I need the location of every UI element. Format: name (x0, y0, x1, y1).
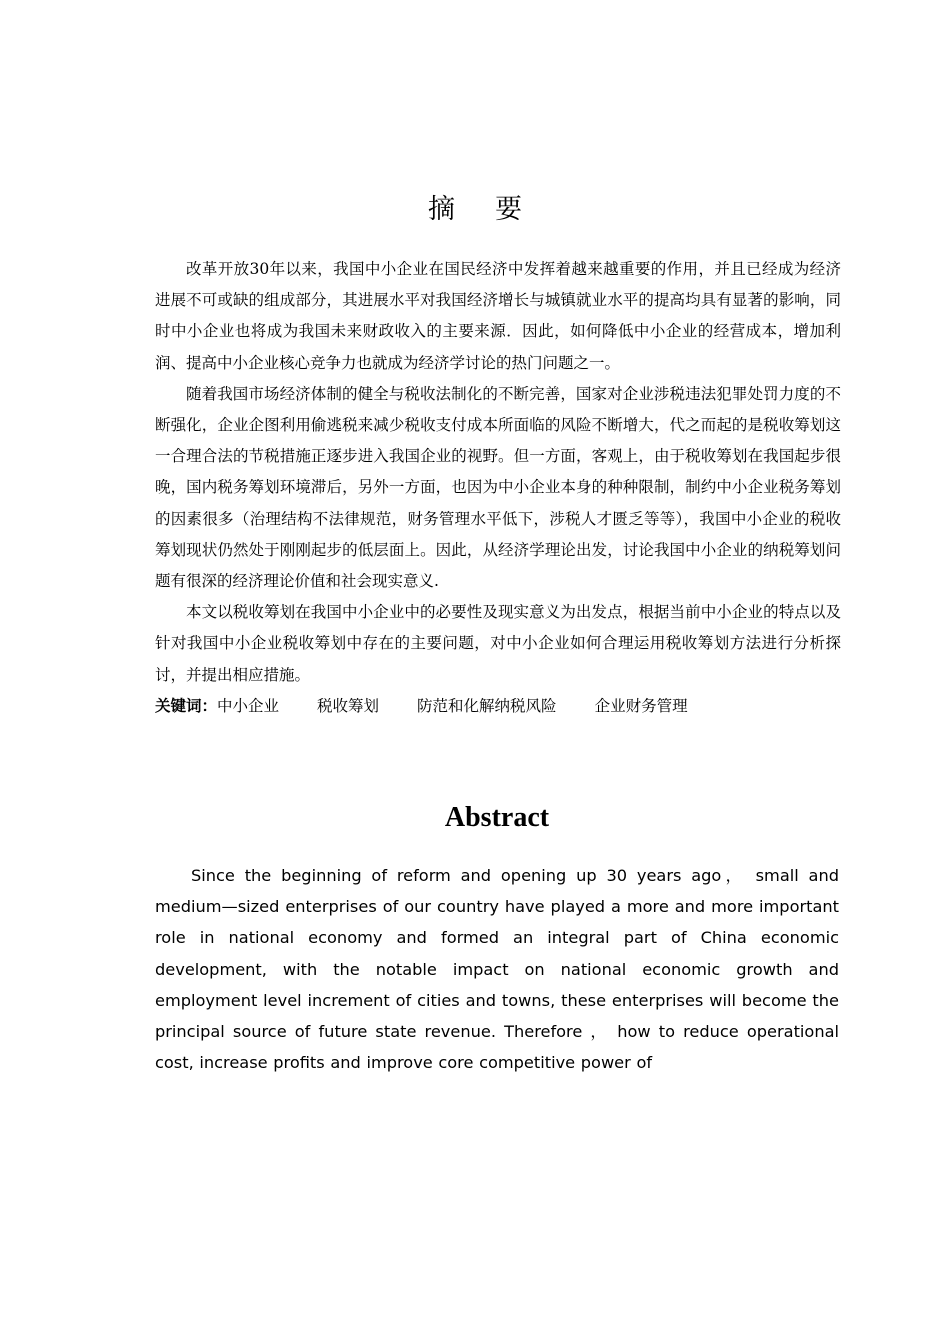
english-abstract-title: Abstract (444, 802, 550, 833)
chinese-abstract-body (155, 254, 841, 722)
english-abstract-body (155, 860, 839, 1078)
chinese-paragraph-3: 本文以税收筹划在我国中小企业中的必要性及现实意义为出发点，根据当前中小企业的特点以及针对我国中小企业税收筹划中存在的主要问题，对中小企业如何合理运用税收筹划方法进行分析探讨，并提出相应措施。 (155, 603, 841, 684)
chinese-paragraph-1: 改革开放30年以来，我国中小企业在国民经济中发挥着越来越重要的作用，并且已经成为经济进展不可或缺的组成部分，其进展水平对我国经济增长与城镇就业水平的提高均具有显著的影响，同时中小企业也将成为我国未来财政收入的主要来源．因此，如何降低中小企业的经营成本，增加利润、提高中小企业核心竞争力也就成为经济学讨论的热门问题之一。 (155, 260, 841, 372)
english-paragraph: Since the beginning of reform and opening up 30 years ago， small and medium—sized enterprises of our country have played a more and more important role in national economy and formed an integral part of China economic development, with the notable impact on national economic growth and employment level increment of cities and towns, these enterprises will become the principal source of future state revenue. Therefore ， how to reduce operational cost, increase profits and improve core competitive power of (155, 866, 839, 1073)
keyword-item: 中小企业 (217, 696, 280, 715)
keyword-item: 防范和化解纳税风险 (417, 696, 557, 715)
title-char-2: 要 (495, 194, 522, 225)
chinese-abstract-title (0, 190, 950, 230)
keyword-item: 企业财务管理 (594, 696, 688, 715)
chinese-paragraph-2: 随着我国市场经济体制的健全与税收法制化的不断完善，国家对企业涉税违法犯罪处罚力度的不断强化，企业企图利用偷逃税来减少税收支付成本所面临的风险不断增大，代之而起的是税收筹划这一合理合法的节税措施正逐步进入我国企业的视野。但一方面，客观上，由于税收筹划在我国起步很晚，国内税务筹划环境滞后，另外一方面，也因为中小企业本身的种种限制，制约中小企业税务筹划的因素很多（治理结构不法律规范，财务管理水平低下，涉税人才匮乏等等），我国中小企业的税收筹划现状仍然处于刚刚起步的低层面上。因此，从经济学理论出发，讨论我国中小企业的纳税筹划问题有很深的经济理论价值和社会现实意义. (155, 384, 841, 591)
keywords-line (155, 691, 841, 722)
keywords-label: 关键词： (155, 696, 218, 715)
keyword-item: 税收筹划 (317, 696, 380, 715)
title-char-1: 摘 (428, 194, 455, 225)
